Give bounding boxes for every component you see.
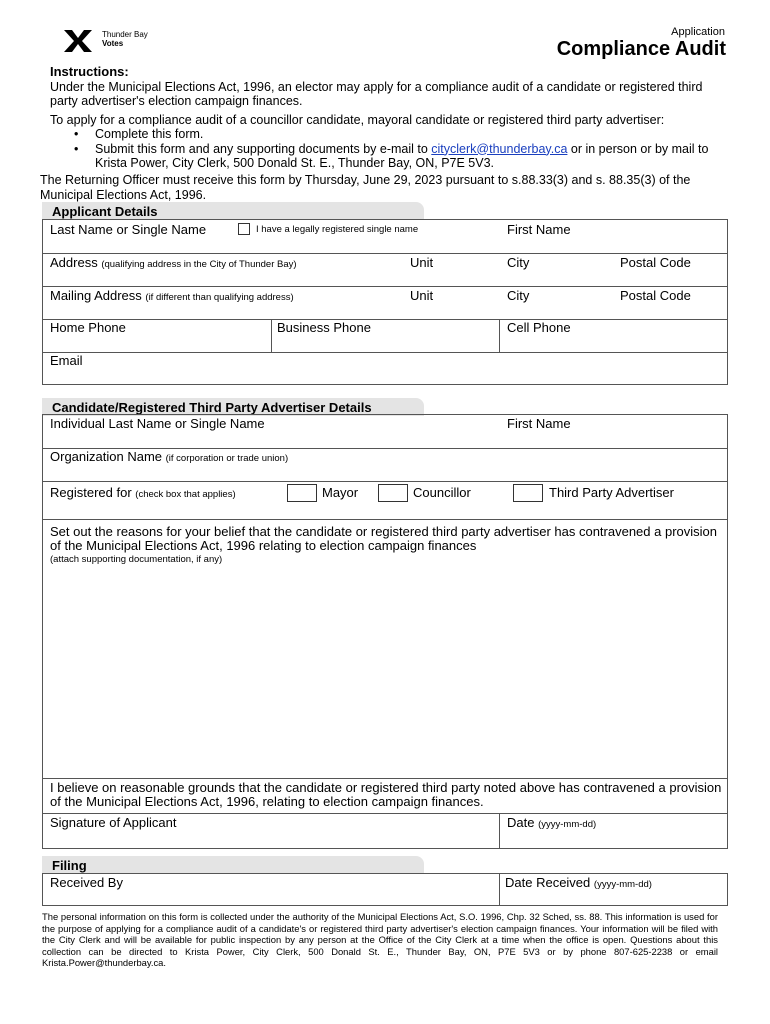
divider xyxy=(499,320,500,352)
deadline-text: The Returning Officer must receive this form by Thursday, June 29, 2023 pursuant to s.88.33(3) and s. 88.35(3) of the Municipal Elections Act, 1996. xyxy=(40,173,691,202)
date-received-note: (yyyy-mm-dd) xyxy=(593,879,652,890)
application-label: Application xyxy=(671,26,725,38)
city-label: City xyxy=(507,255,530,270)
third-party-advertiser-label: Third Party Advertiser xyxy=(549,485,674,500)
last-name-label: Last Name or Single Name xyxy=(50,222,207,237)
councillor-checkbox[interactable] xyxy=(378,484,408,502)
date-received-label-text: Date Received xyxy=(505,875,591,890)
signature-row xyxy=(43,814,727,848)
logo-line2: Votes xyxy=(102,39,124,48)
registered-for-label xyxy=(50,485,236,500)
councillor-label: Councillor xyxy=(413,485,471,500)
instructions xyxy=(50,65,730,171)
mayor-checkbox[interactable] xyxy=(287,484,317,502)
applicant-section-title: Applicant Details xyxy=(42,202,424,220)
mailing-label xyxy=(50,288,294,303)
address-row xyxy=(43,254,727,287)
bullet2-text-post: or in person or by mail to Krista Power, City Clerk, 500 Donald St. E., Thunder Bay, ON, P7E 5V3. xyxy=(95,141,709,170)
individual-last-name-label: Individual Last Name or Single Name xyxy=(50,416,265,431)
third-party-advertiser-checkbox[interactable] xyxy=(513,484,543,502)
email-link[interactable]: cityclerk@thunderbay.ca xyxy=(431,141,568,156)
instructions-para2: To apply for a compliance audit of a councillor candidate, mayoral candidate or registered third party advertiser: xyxy=(50,112,665,127)
cell-phone-label: Cell Phone xyxy=(507,320,571,335)
reasons-note: (attach supporting documentation, if any) xyxy=(50,554,223,565)
unit-label: Unit xyxy=(410,255,434,270)
candidate-name-row xyxy=(43,415,727,449)
filing-row xyxy=(43,874,727,905)
registered-single-name-label: I have a legally registered single name xyxy=(256,224,419,235)
email-label: Email xyxy=(50,353,83,368)
date-note: (yyyy-mm-dd) xyxy=(538,819,597,830)
organization-label xyxy=(50,449,288,464)
logo-line1: Thunder Bay xyxy=(102,30,148,39)
address-label-text: Address xyxy=(50,255,98,270)
registered-for-label-text: Registered for xyxy=(50,485,132,500)
instructions-para1: Under the Municipal Elections Act, 1996, an elector may apply for a compliance audit of a candidate or registered third party advertiser's election campaign finances. xyxy=(50,79,703,108)
mailing-note: (if different than qualifying address) xyxy=(145,292,294,303)
applicant-name-row xyxy=(43,220,727,254)
phone-row xyxy=(43,320,727,353)
mayor-label: Mayor xyxy=(322,485,359,500)
x-logo-icon xyxy=(62,29,94,53)
privacy-notice: The personal information on this form is collected under the authority of the Municipal Elections Act, S.O. 1996, Chp. 32 Sched, ss. 88. This information is used for the purpose of applying for a compliance audit of a candidate's or registered third party advertiser's election campaign finances. Your information will be filed with the City Clerk and will be available for public inspection by any person at the Office of the City Clerk at a time when the office is open. Questions about this collection can be directed to Krista Power, City Clerk, 500 Donald St. E., Thunder Bay, ON, P7E 5V3 or by phone 807-625-2238 or email Krista.Power@thunderbay.ca. xyxy=(42,911,718,968)
mailing-label-text: Mailing Address xyxy=(50,288,142,303)
unit2-label: Unit xyxy=(410,288,434,303)
instructions-bullet1: • Complete this form. xyxy=(72,127,730,142)
address-note: (qualifying address in the City of Thunder Bay) xyxy=(101,259,297,270)
page-title: Compliance Audit xyxy=(556,38,726,60)
instructions-bullet2 xyxy=(72,142,730,171)
registered-for-note: (check box that applies) xyxy=(135,489,236,500)
divider xyxy=(499,814,500,848)
candidate-first-name-label: First Name xyxy=(507,416,571,431)
first-name-label: First Name xyxy=(507,222,571,237)
candidate-section-title: Candidate/Registered Third Party Advertiser Details xyxy=(42,398,424,416)
candidate-details-grid xyxy=(42,414,728,849)
organization-note: (if corporation or trade union) xyxy=(165,453,289,464)
divider xyxy=(499,874,500,905)
signature-label: Signature of Applicant xyxy=(50,815,177,830)
mailing-row xyxy=(43,287,727,320)
reasons-row[interactable] xyxy=(43,520,727,779)
organization-label-text: Organization Name xyxy=(50,449,162,464)
registered-single-name-checkbox[interactable] xyxy=(238,223,250,235)
date-label-text: Date xyxy=(507,815,535,830)
date-received-label xyxy=(505,875,652,890)
filing-grid xyxy=(42,873,728,906)
divider xyxy=(271,320,272,352)
instructions-list xyxy=(72,127,730,171)
address-label xyxy=(50,255,297,270)
city2-label: City xyxy=(507,288,530,303)
reasons-prompt: Set out the reasons for your belief that the candidate or registered third party advertiser has contravened a provision of the Municipal Elections Act, 1996 relating to election campaign finances xyxy=(50,524,717,553)
thunder-bay-votes-logo xyxy=(62,28,182,54)
belief-statement: I believe on reasonable grounds that the candidate or registered third party noted above has contravened a provision of the Municipal Elections Act, 1996, relating to election campaign finances. xyxy=(50,780,722,809)
filing-section-title: Filing xyxy=(42,856,424,874)
postal-code-label: Postal Code xyxy=(620,255,691,270)
registered-for-row xyxy=(43,482,727,520)
organization-row xyxy=(43,449,727,482)
postal-code2-label: Postal Code xyxy=(620,288,691,303)
instructions-heading: Instructions: xyxy=(50,64,129,79)
date-label xyxy=(507,815,596,830)
received-by-label: Received By xyxy=(50,875,123,890)
business-phone-label: Business Phone xyxy=(277,320,371,335)
email-row xyxy=(43,353,727,384)
bullet2-text-pre: Submit this form and any supporting documents by e-mail to xyxy=(95,141,432,156)
belief-row xyxy=(43,779,727,814)
applicant-details-grid xyxy=(42,219,728,385)
home-phone-label: Home Phone xyxy=(50,320,126,335)
